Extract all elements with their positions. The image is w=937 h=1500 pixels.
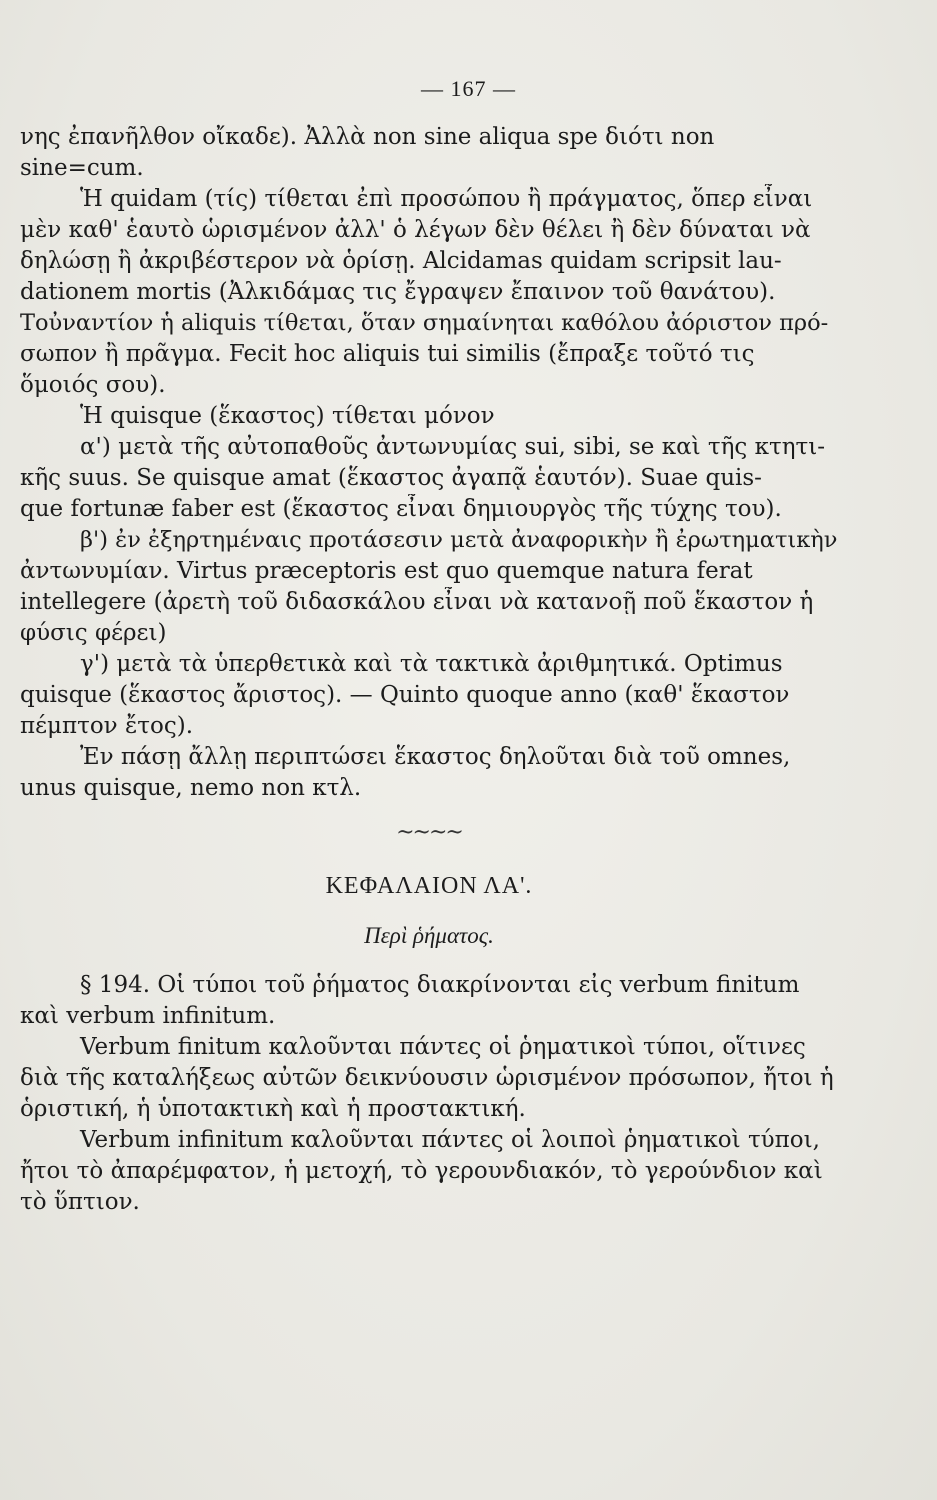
text-line: δηλώσῃ ἢ ἀκριβέστερον νὰ ὁρίσῃ. Alcidamas quidam scripsit lau-	[20, 248, 782, 274]
text-line: κῆς suus. Se quisque amat (ἕκαστος ἀγαπᾷ ἑαυτόν). Suae quis-	[20, 465, 762, 491]
text-line: dationem mortis (Ἀλκιδάμας τις ἔγραψεν ἔπαινον τοῦ θανάτου).	[20, 279, 776, 305]
text-line: sine=cum.	[20, 155, 144, 181]
page-number: — 167 —	[421, 76, 516, 101]
text-line: Verbum infinitum καλοῦνται πάντες οἱ λοιποὶ ῥηματικοὶ τύποι,	[80, 1127, 820, 1153]
text-line: διὰ τῆς καταλήξεως αὐτῶν δεικνύουσιν ὡρισμένον πρόσωπον, ἤτοι ἡ	[20, 1065, 834, 1091]
text-line: μὲν καθ' ἑαυτὸ ὡρισμένον ἀλλ' ὁ λέγων δὲν θέλει ἢ δὲν δύναται νὰ	[20, 217, 811, 243]
text-line: unus quisque, nemo non κτλ.	[20, 775, 362, 801]
text-line: que fortunæ faber est (ἕκαστος εἶναι δημιουργὸς τῆς τύχης του).	[20, 496, 782, 522]
text-line: ἀντωνυμίαν. Virtus præceptoris est quo quemque natura ferat	[20, 558, 753, 584]
text-line: καὶ verbum infinitum.	[20, 1003, 276, 1029]
body-text	[20, 122, 838, 1218]
text-line: Ἡ quidam (τίς) τίθεται ἐπὶ προσώπου ἢ πράγματος, ὅπερ εἶναι	[80, 186, 813, 212]
text-line: τὸ ὕπτιον.	[20, 1189, 140, 1215]
text-line: α') μετὰ τῆς αὐτοπαθοῦς ἀντωνυμίας sui, sibi, se καὶ τῆς κτητι-	[80, 434, 826, 460]
chapter-heading: ΚΕΦΑΛΑΙΟΝ ΛΑ'.	[325, 873, 533, 899]
text-line: φύσις φέρει)	[20, 620, 167, 646]
text-line: quisque (ἕκαστος ἄριστος). — Quinto quoque anno (καθ' ἕκαστον	[20, 682, 790, 708]
text-line: γ') μετὰ τὰ ὑπερθετικὰ καὶ τὰ τακτικὰ ἀριθμητικά. Optimus	[80, 651, 783, 677]
text-line: νης ἐπανῆλθον οἴκαδε). Ἀλλὰ non sine aliqua spe διότι non	[20, 124, 715, 150]
text-line: πέμπτον ἔτος).	[20, 713, 194, 739]
text-line: Τοὐναντίον ἡ aliquis τίθεται, ὅταν σημαίνηται καθόλου ἀόριστον πρό-	[20, 310, 829, 336]
text-line: ἤτοι τὸ ἀπαρέμφατον, ἡ μετοχή, τὸ γερουνδιακόν, τὸ γερούνδιον καὶ	[20, 1158, 823, 1184]
text-line: § 194. Οἱ τύποι τοῦ ῥήματος διακρίνονται εἰς verbum finitum	[80, 972, 800, 998]
text-line: Ἐν πάσῃ ἄλλῃ περιπτώσει ἕκαστος δηλοῦται διὰ τοῦ omnes,	[80, 744, 791, 770]
text-line: β') ἐν ἐξηρτημέναις προτάσεσιν μετὰ ἀναφορικὴν ἢ ἐρωτηματικὴν	[80, 527, 838, 553]
text-line: ὁριστική, ἡ ὑποτακτικὴ καὶ ἡ προστακτική.	[20, 1096, 526, 1122]
text-line: intellegere (ἀρετὴ τοῦ διδασκάλου εἶναι νὰ κατανοῇ ποῦ ἕκαστον ἡ	[20, 589, 814, 615]
text-line: ὅμοιός σου).	[20, 372, 166, 398]
text-line: σωπον ἢ πρᾶγμα. Fecit hoc aliquis tui similis (ἔπραξε τοῦτό τις	[20, 341, 755, 367]
chapter-subheading: Περὶ ῥήματος.	[364, 923, 494, 948]
text-line: Ἡ quisque (ἕκαστος) τίθεται μόνον	[80, 403, 495, 429]
section-ornament: ~~~~	[396, 820, 462, 845]
text-line: Verbum finitum καλοῦνται πάντες οἱ ῥηματικοὶ τύποι, οἵτινες	[80, 1034, 806, 1060]
